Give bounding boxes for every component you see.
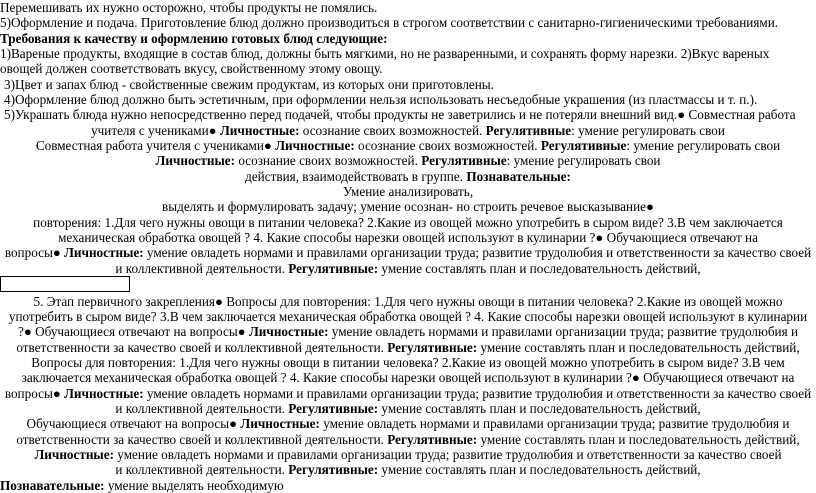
text-segment: умение составлять план и последовательность действий, [480, 339, 800, 355]
text-segment: умение овладеть нормами и правилами организации труда; развитие трудолюбия и ответственности за качество своей [146, 385, 812, 401]
text-segment: учителя с учениками● [91, 122, 217, 138]
text-line-8: 5)Украшать блюда нужно непосредственно перед подачей, чтобы продукты не заветрились и не потеряли внешний вид.● Совместная работа [4, 107, 796, 123]
text-line-13: Умение анализировать, [342, 184, 474, 200]
text-segment: умение составлять план и последовательность действий, [381, 260, 701, 276]
text-segment: : умение регулировать свои [506, 153, 661, 169]
text-segment: умение овладеть нормами и правилами организации труда; развитие трудолюбия и [331, 324, 799, 340]
text-segment: : умение регулировать свои [626, 138, 781, 154]
text-line-23: Вопросы для повторения: 1.Для чего нужны овощи в питании человека? 2.Какие из овощей можно употребить в сыром виде? 3.В чем [31, 354, 785, 370]
text-line-31 [0, 478, 284, 493]
text-segment: осознание своих возможностей. [302, 122, 483, 138]
text-segment: : умение регулировать свои [571, 122, 725, 138]
text-line-22 [0, 340, 816, 355]
text-line-21 [0, 324, 816, 339]
text-line-2: 5)Оформление и подача. Приготовление блюд должно производиться в строгом соответствии с санитарно-гигиеническими требованиями. [0, 15, 779, 31]
empty-box [0, 276, 130, 292]
text-segment: действия, взаимодействовать в группе. [245, 168, 464, 184]
text-segment: умение овладеть нормами и правилами организации труда; развитие трудолюбия и ответственности за качество своей [117, 446, 782, 462]
bold-label: Личностные: [240, 416, 320, 432]
text-line-9 [0, 123, 816, 138]
text-line-16: механическая обработка овощей ? 4. Какие способы нарезки овощей используют в кулинарии ?● Обучающиеся отвечают на [58, 230, 758, 246]
bold-label: Регулятивные: [288, 400, 379, 416]
text-segment: вопросы● [4, 385, 61, 401]
text-line-20: употребить в сыром виде? 3.В чем заключается механическая обработка овощей ? 4. Какие способы нарезки овощей используют в кулинарии [8, 308, 808, 324]
text-line-24: заключается механическая обработка овощей ? 4. Какие способы нарезки овощей используют в кулинарии ?● Обучающиеся отвечают на [21, 370, 795, 386]
text-line-15: повторения: 1.Для чего нужны овощи в питании человека? 2.Какие из овощей можно употребить в сыром виде? 3.В чем заключается [33, 214, 783, 230]
text-line-18 [0, 261, 816, 276]
bold-label: Регулятивные: [288, 462, 379, 478]
text-line-30 [0, 462, 816, 477]
text-line-5: овощей должен соответствовать вкусу, свойственному этому овощу. [0, 61, 383, 77]
bold-label: Регулятивные [540, 138, 627, 154]
bold-label: Личностные: [64, 245, 144, 261]
heading-text: Требования к качеству и оформлению готовых блюд следующие: [0, 30, 388, 46]
text-segment: Обучающиеся отвечают на вопросы● [26, 416, 238, 432]
text-segment: ответственности за качество своей и коллективной деятельности. [16, 339, 384, 355]
text-line-6: 3)Цвет и запах блюд - свойственные свежим продуктам, из которых они приготовлены. [4, 76, 494, 92]
text-line-19: 5. Этап первичного закрепления● Вопросы для повторения: 1.Для чего нужны овощи в питании человека? 2.Какие из овощей можно [33, 293, 783, 309]
text-line-29 [0, 447, 816, 462]
text-segment: и коллективной деятельности. [115, 260, 285, 276]
bold-label: Регулятивные [421, 153, 507, 169]
bold-label: Регулятивные: [288, 260, 379, 276]
text-line-4: 1)Вареные продукты, входящие в состав блюд, должны быть мягкими, но не разваренными, и сохранять форму нарезки. 2)Вкус вареных [0, 46, 770, 62]
text-segment: умение овладеть нормами и правилами организации труда; развитие трудолюбия и [323, 416, 790, 432]
text-line-12 [0, 169, 816, 184]
text-line-25 [0, 386, 816, 401]
text-segment: осознание своих возможностей. [238, 153, 418, 169]
text-line-28 [0, 432, 816, 447]
bold-label: Познавательные: [0, 477, 105, 493]
bold-label: Личностные: [248, 324, 329, 340]
text-segment: ?● Обучающиеся отвечают на вопросы● [17, 324, 246, 340]
section-heading [0, 31, 388, 46]
text-segment: Совместная работа учителя с учениками● [35, 138, 272, 154]
bold-label: Личностные: [219, 122, 300, 138]
bold-label: Регулятивные: [387, 339, 478, 355]
bold-label: Регулятивные: [387, 431, 478, 447]
bold-label: Познавательные: [466, 168, 571, 184]
bold-label: Личностные: [64, 385, 144, 401]
text-line-27 [0, 416, 816, 431]
text-line-10 [0, 138, 816, 153]
text-segment: ответственности за качество своей и коллективной деятельности. [16, 431, 384, 447]
text-line-11 [0, 153, 816, 168]
text-line-17 [0, 245, 816, 260]
text-segment: умение составлять план и последовательность действий, [480, 431, 800, 447]
bold-label: Личностные: [155, 153, 236, 169]
text-line-7: 4)Оформление блюд должно быть эстетичным, при оформлении нельзя использовать несъедобные украшения (из пластмассы и т. п.). [4, 92, 758, 108]
text-segment: вопросы● [4, 245, 61, 261]
text-segment: и коллективной деятельности. [115, 462, 285, 478]
text-line-26 [0, 401, 816, 416]
text-segment: осознание своих возможностей. [358, 138, 538, 154]
text-segment: умение составлять план и последовательность действий, [381, 462, 701, 478]
bold-label: Регулятивные [485, 122, 572, 138]
bold-label: Личностные: [34, 446, 114, 462]
text-segment: умение выделять необходимую [107, 477, 284, 493]
text-segment: умение составлять план и последовательность действий, [381, 400, 701, 416]
text-segment: и коллективной деятельности. [115, 400, 285, 416]
text-segment: умение овладеть нормами и правилами организации труда; развитие трудолюбия и ответственности за качество своей [146, 245, 812, 261]
bold-label: Личностные: [275, 138, 355, 154]
text-line-1: Перемешивать их нужно осторожно, чтобы продукты не помялись. [0, 0, 378, 15]
text-line-14: выделять и формулировать задачу; умение осознан- но строить речевое высказывание● [162, 199, 654, 215]
